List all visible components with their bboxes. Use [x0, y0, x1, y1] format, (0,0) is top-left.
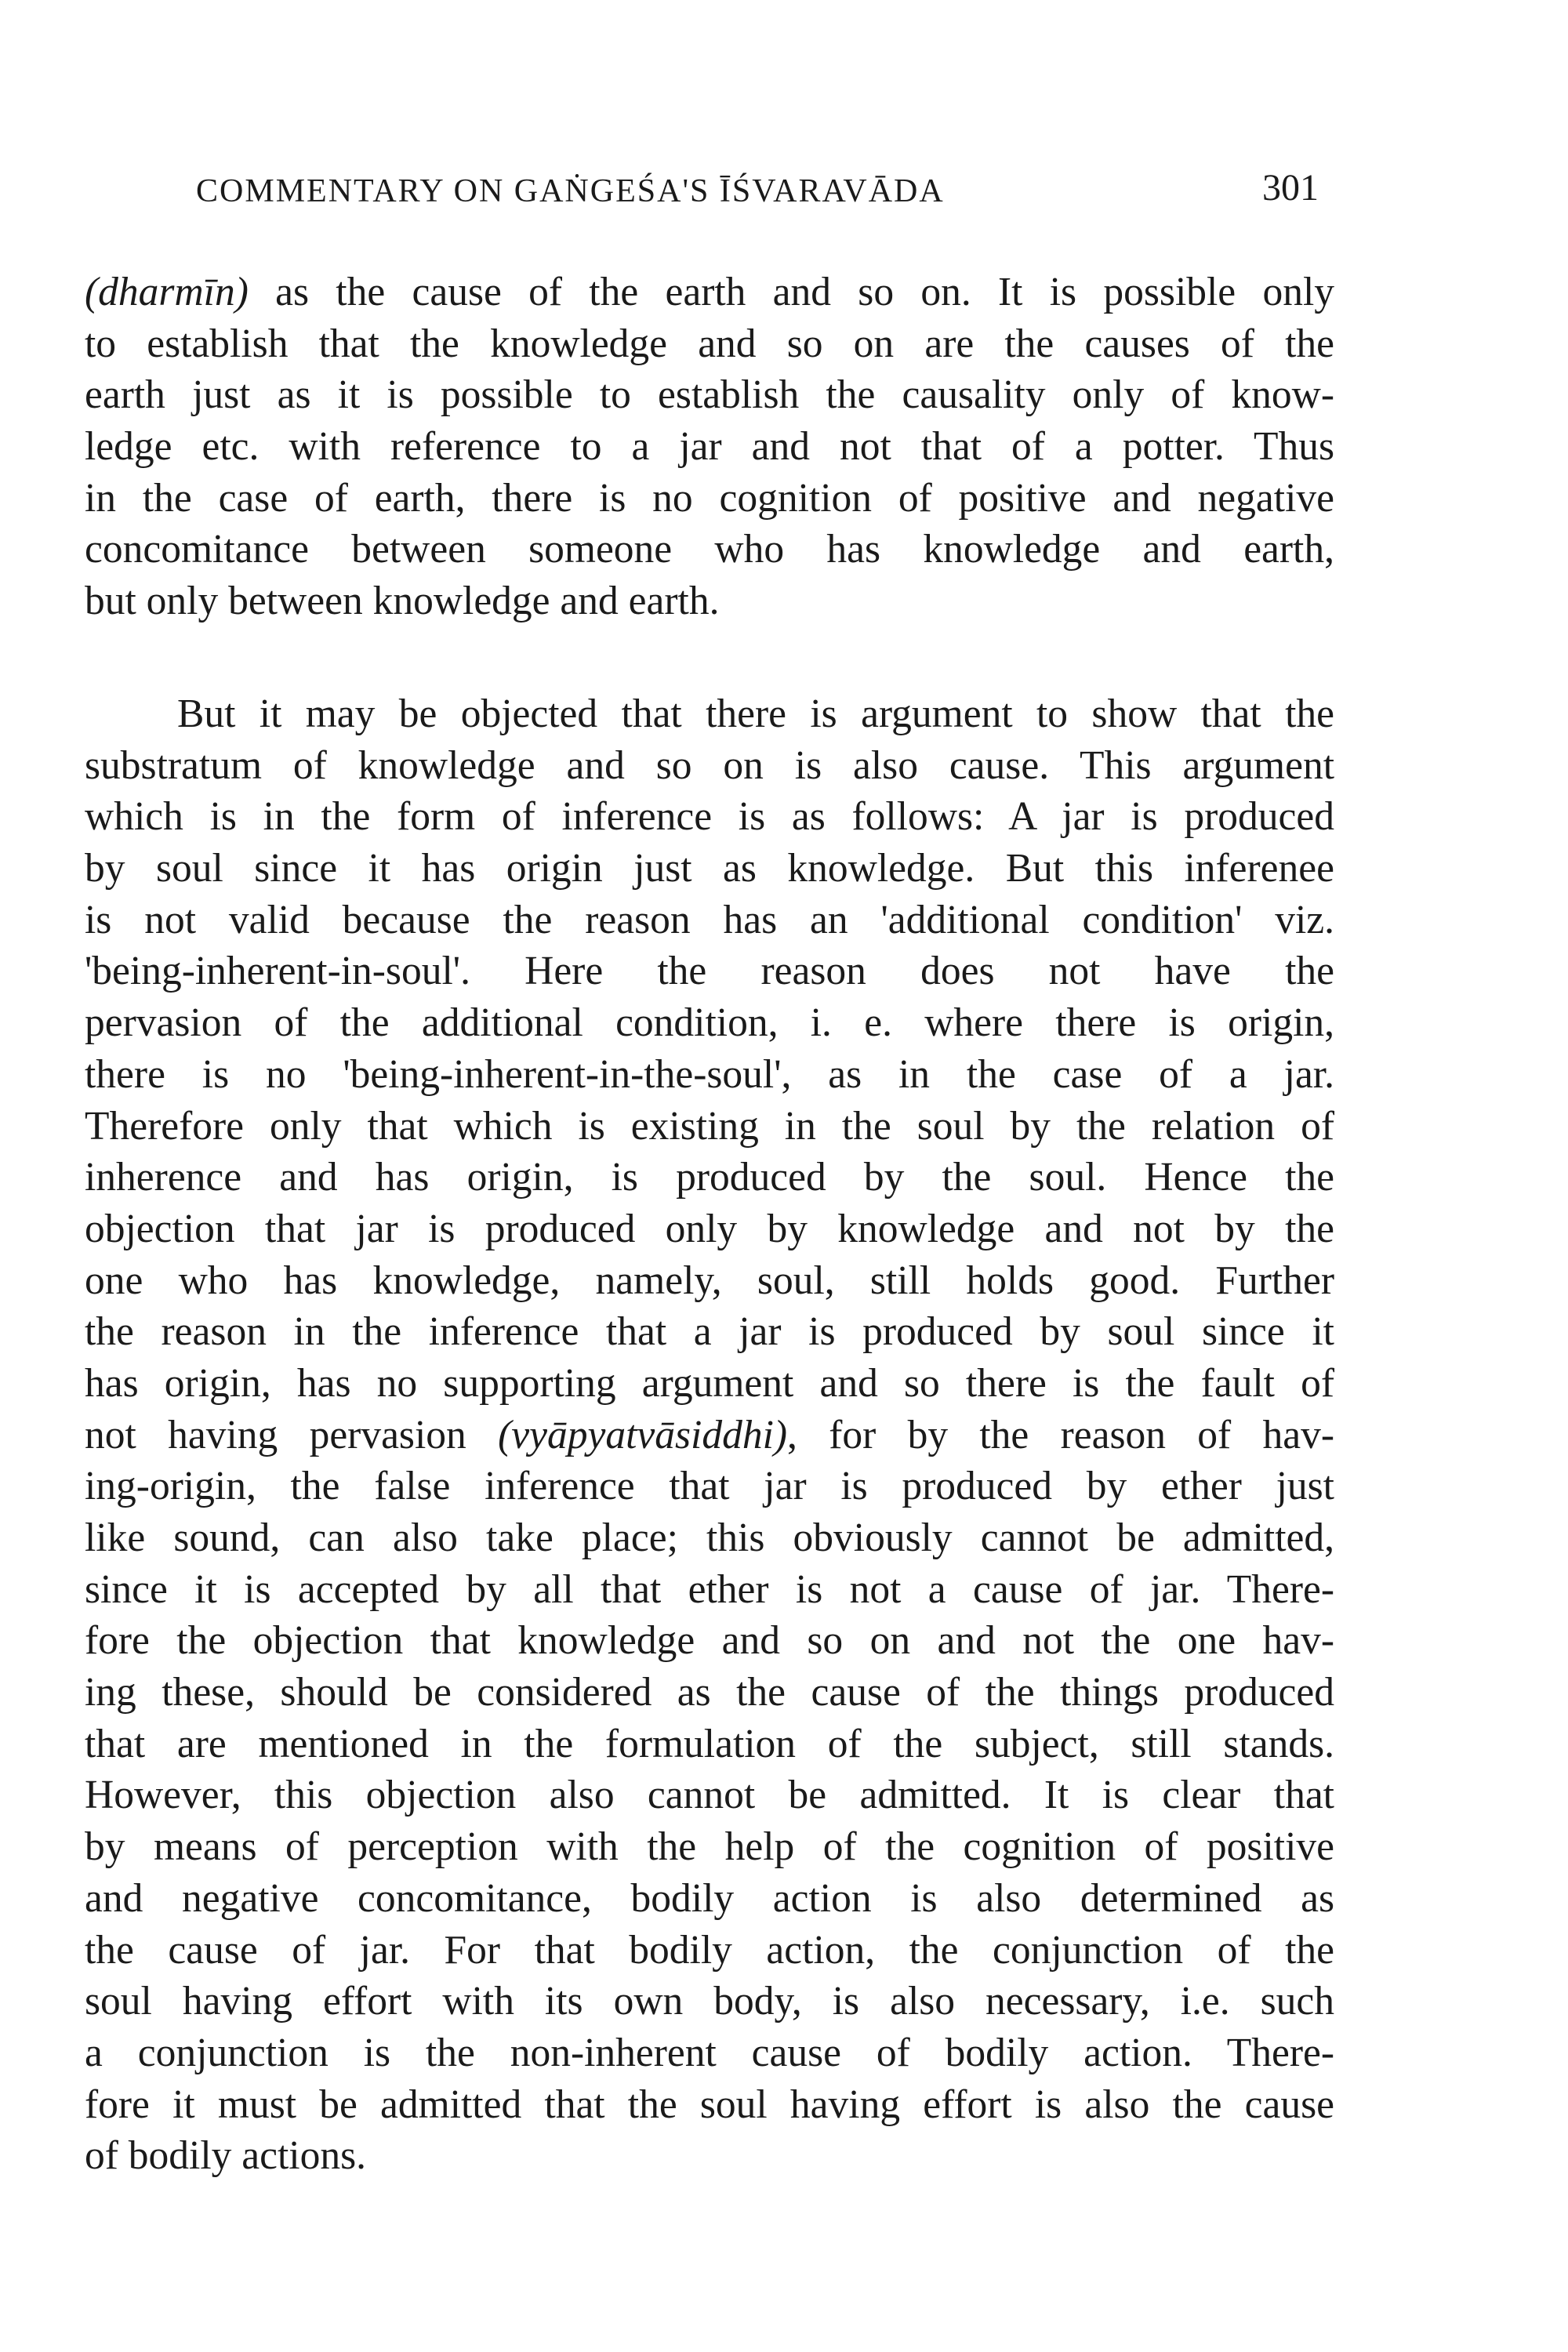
- text-line: fore it must be admitted that the soul having effort is also the cause: [85, 2082, 1334, 2127]
- text-line: a conjunction is the non-inherent cause of bodily action. There-: [85, 2030, 1334, 2075]
- text-line: like sound, can also take place; this obviously cannot be admitted,: [85, 1515, 1334, 1560]
- text-line: not having pervasion (vyāpyatvāsiddhi), for by the reason of hav-: [85, 1412, 1334, 1457]
- text-line: substratum of knowledge and so on is also cause. This argument: [85, 742, 1334, 788]
- running-title: COMMENTARY ON GAṄGEŚA'S ĪŚVARAVĀDA: [196, 173, 945, 209]
- text-line: ing-origin, the false inference that jar is produced by ether just: [85, 1464, 1334, 1509]
- text-line: the cause of jar. For that bodily action, the conjunction of the: [85, 1927, 1334, 1973]
- text-line: fore the objection that knowledge and so on and not the one hav-: [85, 1618, 1334, 1664]
- text-line: earth just as it is possible to establish the causality only of know-: [85, 372, 1334, 418]
- text-line: that are mentioned in the formulation of the subject, still stands.: [85, 1721, 1334, 1766]
- text-line: ing these, should be considered as the cause of the things produced: [85, 1670, 1334, 1715]
- text-line: soul having effort with its own body, is also necessary, i.e. such: [85, 1979, 1334, 2024]
- paragraph-2: [85, 688, 1334, 2182]
- text-line: by soul since it has origin just as knowledge. But this inferenee: [85, 846, 1334, 891]
- text-line: has origin, has no supporting argument and so there is the fault of: [85, 1360, 1334, 1406]
- text-line: pervasion of the additional condition, i. e. where there is origin,: [85, 1000, 1334, 1046]
- text-line: to establish that the knowledge and so on are the causes of the: [85, 321, 1334, 366]
- text-line: ledge etc. with reference to a jar and not that of a potter. Thus: [85, 424, 1334, 470]
- text-line: is not valid because the reason has an 'additional condition' viz.: [85, 897, 1334, 942]
- text-line: But it may be objected that there is argument to show that the: [177, 691, 1334, 736]
- text-line: objection that jar is produced only by knowledge and not by the: [85, 1206, 1334, 1251]
- text-line: there is no 'being-inherent-in-the-soul', as in the case of a jar.: [85, 1051, 1334, 1097]
- text-line: the reason in the inference that a jar is produced by soul since it: [85, 1309, 1334, 1355]
- text-line: 'being-inherent-in-soul'. Here the reason does not have the: [85, 949, 1334, 994]
- text-line: inherence and has origin, is produced by the soul. Hence the: [85, 1155, 1334, 1200]
- text-line: of bodily actions.: [85, 2133, 367, 2179]
- text-line: Therefore only that which is existing in the soul by the relation of: [85, 1103, 1334, 1149]
- text-line: and negative concomitance, bodily action is also determined as: [85, 1875, 1334, 1921]
- text-line: However, this objection also cannot be admitted. It is clear that: [85, 1773, 1334, 1818]
- text-line: since it is accepted by all that ether is not a cause of jar. There-: [85, 1566, 1334, 1612]
- paragraph-1: [85, 267, 1334, 627]
- page-number: 301: [1262, 167, 1319, 209]
- text-line: which is in the form of inference is as follows: A jar is produced: [85, 794, 1334, 840]
- text-line: in the case of earth, there is no cognition of positive and negative: [85, 475, 1334, 521]
- text-line: by means of perception with the help of the cognition of positive: [85, 1824, 1334, 1870]
- text-line: but only between knowledge and earth.: [85, 579, 720, 624]
- text-line: concomitance between someone who has knowledge and earth,: [85, 527, 1334, 572]
- text-line: (dharmīn) as the cause of the earth and so on. It is possible only: [85, 270, 1334, 314]
- text-line: one who has knowledge, namely, soul, still holds good. Further: [85, 1258, 1334, 1303]
